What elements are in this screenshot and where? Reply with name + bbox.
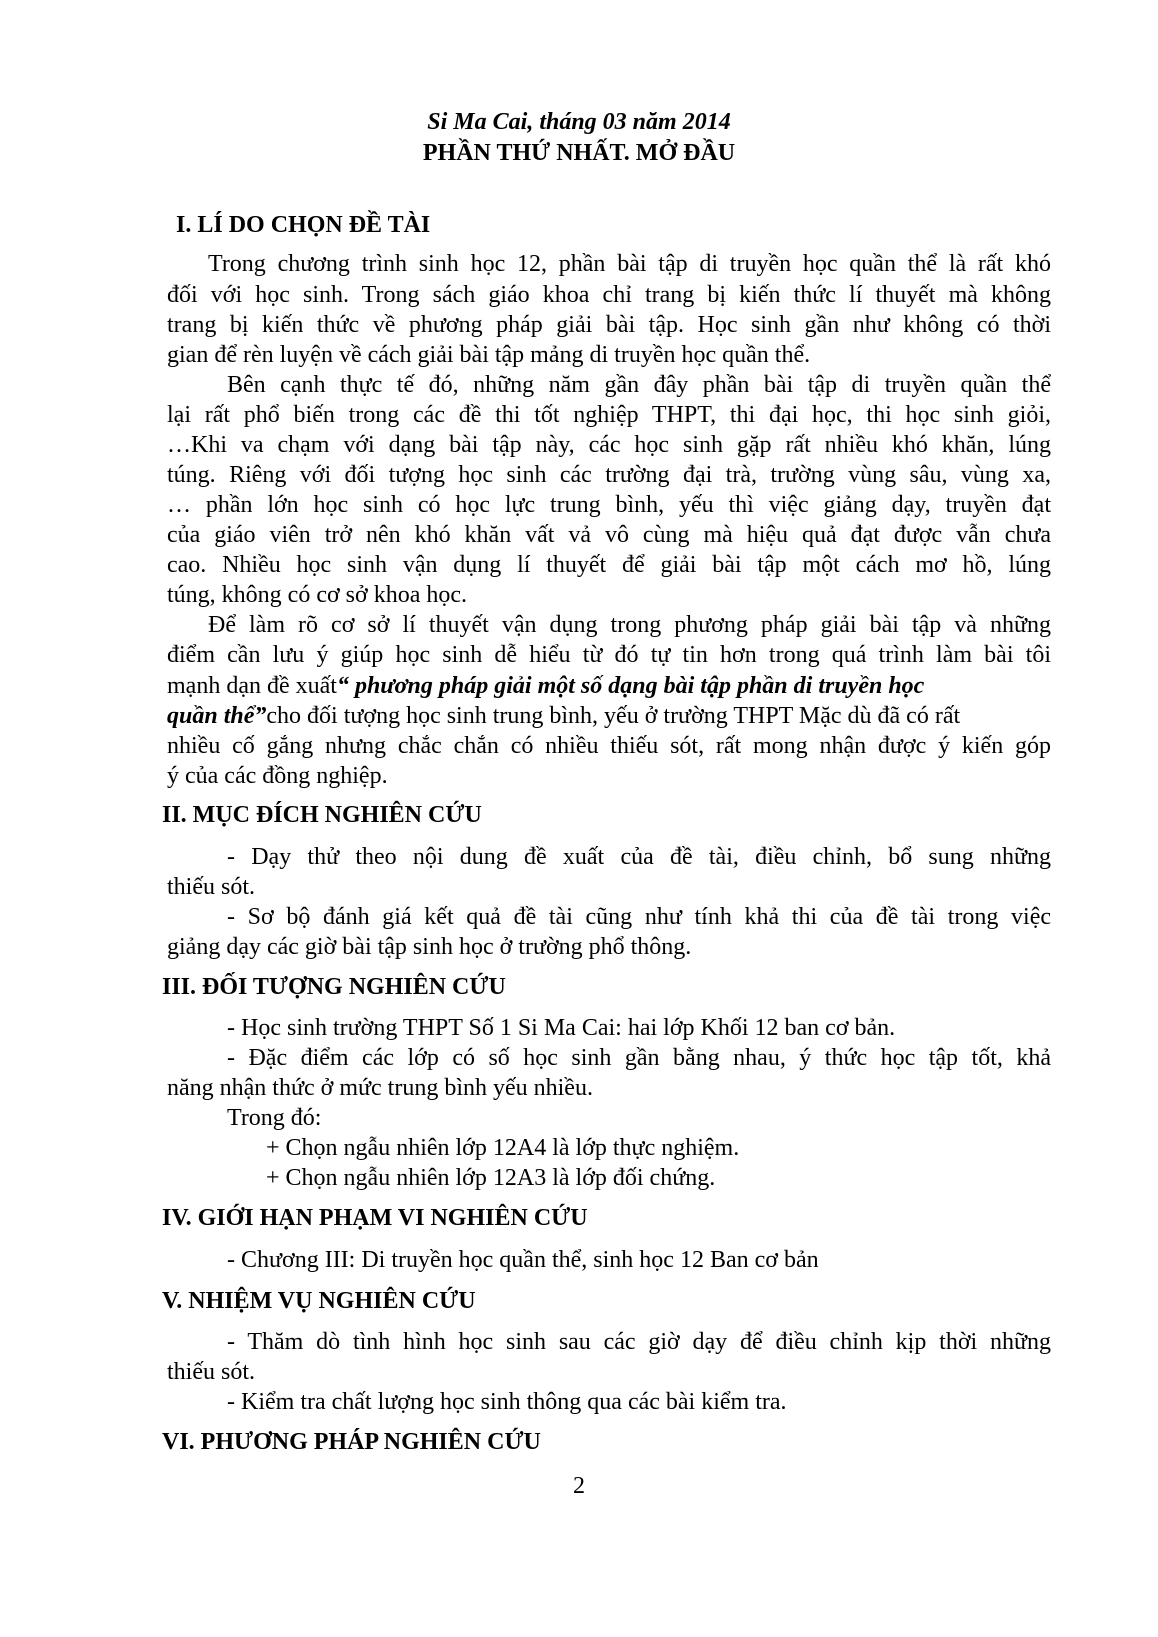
paragraph-line: của giáo viên trở nên khó khăn vất vả vô cùng mà hiệu quả đạt được vẫn chưa — [167, 522, 1051, 548]
section-heading-5: V. NHIỆM VỤ NGHIÊN CỨU — [162, 1288, 476, 1314]
list-item: + Chọn ngẫu nhiên lớp 12A4 là lớp thực nghiệm. — [266, 1135, 740, 1161]
paragraph-line: … phần lớn học sinh có học lực trung bình, yếu thì việc giảng dạy, truyền đạt — [167, 492, 1051, 518]
paragraph-line: nhiều cố gắng nhưng chắc chắn có nhiều thiếu sót, rất mong nhận được ý kiến góp — [167, 733, 1051, 759]
paragraph-line: - Đặc điểm các lớp có số học sinh gần bằng nhau, ý thức học tập tốt, khả — [227, 1045, 1051, 1071]
paragraph-line: Bên cạnh thực tế đó, những năm gần đây phần bài tập di truyền quần thể — [227, 372, 1051, 398]
paragraph-line: - Học sinh trường THPT Số 1 Si Ma Cai: hai lớp Khối 12 ban cơ bản. — [227, 1015, 896, 1041]
paragraph-line: - Dạy thử theo nội dung đề xuất của đề tài, điều chỉnh, bổ sung những — [227, 844, 1051, 870]
paragraph-line: - Thăm dò tình hình học sinh sau các giờ dạy để điều chỉnh kịp thời những — [227, 1329, 1051, 1355]
paragraph-line: Trong đó: — [227, 1105, 322, 1131]
paragraph-line: lại rất phổ biến trong các đề thi tốt nghiệp THPT, thi đại học, thi học sinh giỏi, — [167, 402, 1051, 428]
paragraph-line: cao. Nhiều học sinh vận dụng lí thuyết để giải bài tập một cách mơ hồ, lúng — [167, 552, 1051, 578]
paragraph-line: Trong chương trình sinh học 12, phần bài tập di truyền học quần thể là rất khó — [208, 251, 1051, 277]
paragraph-line: túng, không có cơ sở khoa học. — [167, 582, 467, 608]
list-item: + Chọn ngẫu nhiên lớp 12A3 là lớp đối chứng. — [266, 1165, 716, 1191]
paragraph-line: thiếu sót. — [167, 1359, 255, 1385]
section-heading-2: II. MỤC ĐÍCH NGHIÊN CỨU — [162, 802, 482, 828]
paragraph-line: thiếu sót. — [167, 874, 255, 900]
paragraph-line: trang bị kiến thức về phương pháp giải bài tập. Học sinh gần như không có thời — [167, 312, 1051, 338]
text-run: mạnh dạn đề xuất — [167, 673, 337, 699]
section-heading-1: I. LÍ DO CHỌN ĐỀ TÀI — [176, 212, 431, 238]
paragraph-line: - Chương III: Di truyền học quần thể, sinh học 12 Ban cơ bản — [227, 1247, 819, 1273]
place-date: Si Ma Cai, tháng 03 năm 2014 — [427, 109, 731, 135]
part-title: PHẦN THỨ NHẤT. MỞ ĐẦU — [422, 140, 736, 166]
page-number: 2 — [573, 1473, 585, 1499]
paragraph-line: túng. Riêng với đối tượng học sinh các trường đại trà, trường vùng sâu, vùng xa, — [167, 462, 1051, 488]
emphasized-title-part-1: “ phương pháp giải một số dạng bài tập phần di truyền học — [336, 673, 925, 699]
emphasized-title-part-2: quần thể” — [167, 703, 267, 729]
paragraph-line: năng nhận thức ở mức trung bình yếu nhiều. — [167, 1075, 593, 1101]
paragraph-line: giảng dạy các giờ bài tập sinh học ở trường phổ thông. — [167, 934, 692, 960]
paragraph-line: - Kiểm tra chất lượng học sinh thông qua các bài kiểm tra. — [227, 1389, 787, 1415]
section-heading-4: IV. GIỚI HẠN PHẠM VI NGHIÊN CỨU — [162, 1205, 588, 1231]
paragraph-line-mixed — [167, 701, 960, 731]
text-run: cho đối tượng học sinh trung bình, yếu ở trường THPT Mặc dù đã có rất — [266, 703, 961, 729]
section-heading-3: III. ĐỐI TƯỢNG NGHIÊN CỨU — [162, 974, 506, 1000]
paragraph-line: - Sơ bộ đánh giá kết quả đề tài cũng như tính khả thi của đề tài trong việc — [227, 904, 1051, 930]
paragraph-line-mixed — [167, 671, 924, 701]
paragraph-line: …Khi va chạm với dạng bài tập này, các học sinh gặp rất nhiều khó khăn, lúng — [167, 432, 1051, 458]
paragraph-line: ý của các đồng nghiệp. — [167, 763, 388, 789]
paragraph-line: điểm cần lưu ý giúp học sinh dễ hiểu từ đó tự tin hơn trong quá trình làm bài tôi — [167, 642, 1051, 668]
paragraph-line: gian để rèn luyện về cách giải bài tập mảng di truyền học quần thể. — [167, 342, 811, 368]
paragraph-line: Để làm rõ cơ sở lí thuyết vận dụng trong phương pháp giải bài tập và những — [208, 612, 1051, 638]
section-heading-6: VI. PHƯƠNG PHÁP NGHIÊN CỨU — [162, 1429, 541, 1455]
paragraph-line: đối với học sinh. Trong sách giáo khoa chỉ trang bị kiến thức lí thuyết mà không — [167, 282, 1051, 308]
